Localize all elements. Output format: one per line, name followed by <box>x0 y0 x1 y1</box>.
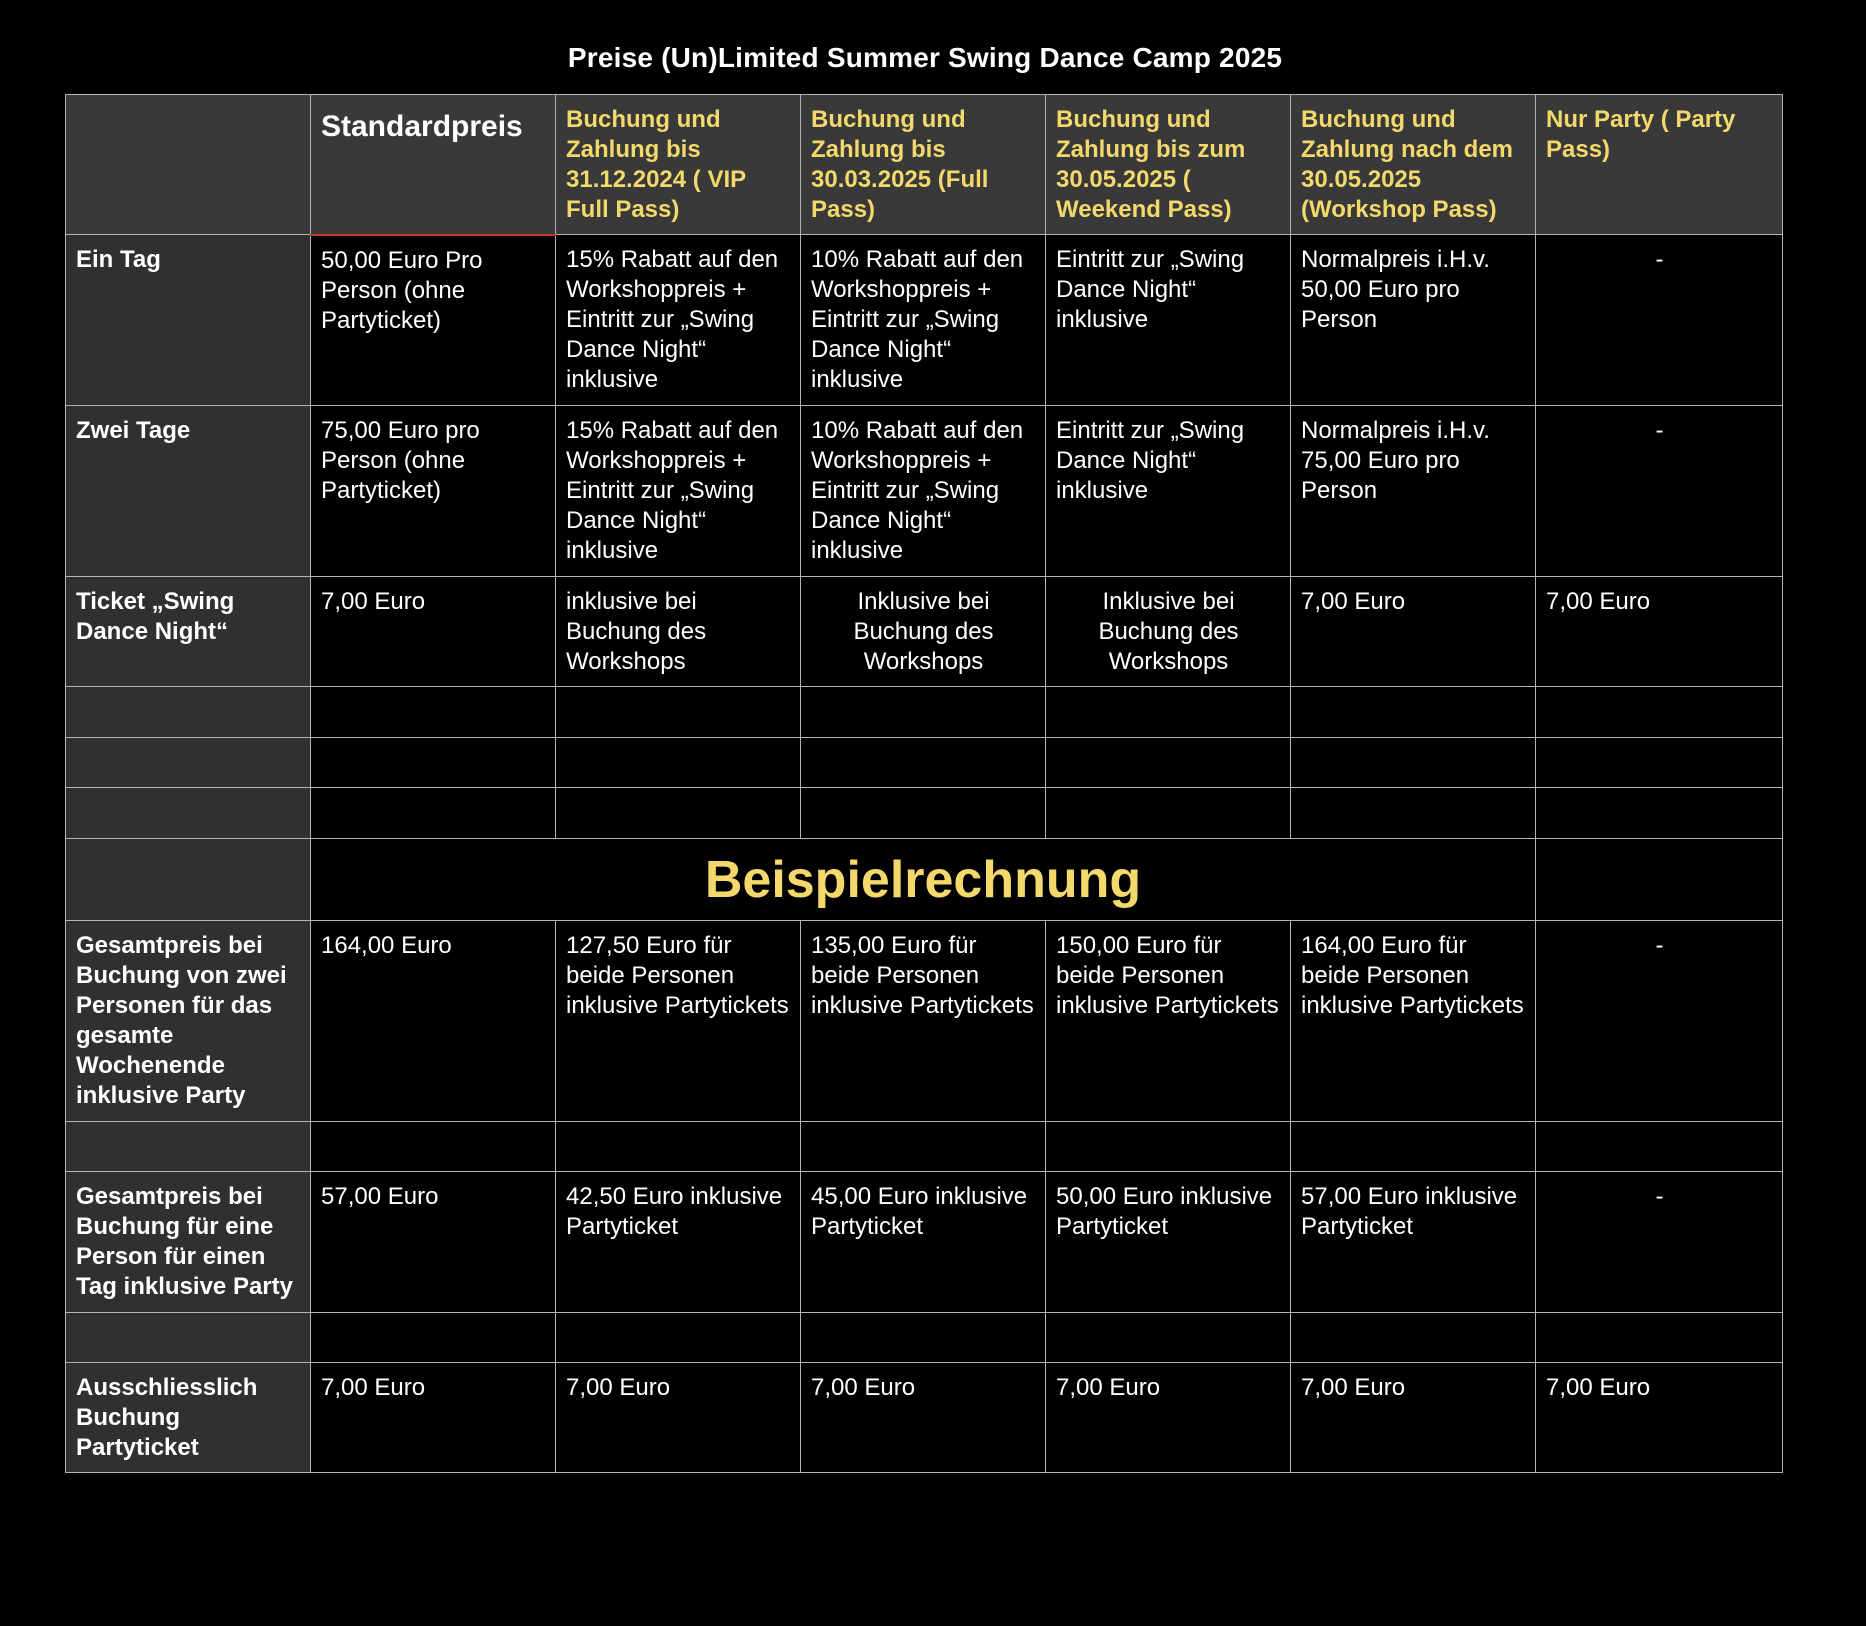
empty-cell <box>801 738 1046 788</box>
empty-cell <box>66 1313 311 1363</box>
price-table <box>65 94 1783 1473</box>
empty-cell <box>801 687 1046 738</box>
table-cell: 75,00 Euro pro Person (ohne Partyticket) <box>311 406 556 577</box>
empty-cell <box>311 687 556 738</box>
table-cell: 42,50 Euro inklusive Partyticket <box>556 1172 801 1313</box>
row-label: Gesamtpreis bei Buchung für eine Person für einen Tag inklusive Party <box>66 1172 311 1313</box>
empty-row <box>66 738 1783 788</box>
empty-cell <box>556 738 801 788</box>
table-cell: 7,00 Euro <box>801 1363 1046 1473</box>
header-cell-empty <box>66 95 311 235</box>
empty-cell <box>1291 788 1536 839</box>
empty-cell <box>1291 1122 1536 1172</box>
row-label: Zwei Tage <box>66 406 311 577</box>
empty-cell <box>556 687 801 738</box>
empty-row <box>66 1122 1783 1172</box>
table-cell: 7,00 Euro <box>1046 1363 1291 1473</box>
empty-cell <box>66 1122 311 1172</box>
table-row <box>66 1363 1783 1473</box>
table-cell: Eintritt zur „Swing Dance Night“ inklusive <box>1046 235 1291 406</box>
empty-cell <box>66 788 311 839</box>
row-label: Ticket „Swing Dance Night“ <box>66 577 311 687</box>
empty-cell <box>1046 788 1291 839</box>
empty-cell <box>311 1122 556 1172</box>
header-standardpreis: Standardpreis <box>311 95 556 235</box>
table-cell: 15% Rabatt auf den Workshoppreis + Eintritt zur „Swing Dance Night“ inklusive <box>556 235 801 406</box>
empty-cell <box>1046 1313 1291 1363</box>
table-cell: Inklusive bei Buchung des Workshops <box>1046 577 1291 687</box>
section-heading-beispielrechnung: Beispielrechnung <box>311 839 1536 921</box>
empty-cell <box>1046 1122 1291 1172</box>
table-cell: 127,50 Euro für beide Personen inklusive Partytickets <box>556 921 801 1122</box>
header-workshop-pass: Buchung und Zahlung nach dem 30.05.2025 (Workshop Pass) <box>1291 95 1536 235</box>
empty-cell <box>1536 687 1783 738</box>
table-cell: 150,00 Euro für beide Personen inklusive Partytickets <box>1046 921 1291 1122</box>
table-cell: - <box>1536 921 1783 1122</box>
table-row <box>66 921 1783 1122</box>
table-cell: 10% Rabatt auf den Workshoppreis + Eintritt zur „Swing Dance Night“ inklusive <box>801 406 1046 577</box>
empty-cell <box>801 1122 1046 1172</box>
empty-cell <box>1536 788 1783 839</box>
table-cell: - <box>1536 235 1783 406</box>
empty-cell <box>1536 738 1783 788</box>
empty-cell <box>66 839 311 921</box>
empty-cell <box>1536 1122 1783 1172</box>
empty-cell <box>801 788 1046 839</box>
header-full-pass: Buchung und Zahlung bis 30.03.2025 (Full Pass) <box>801 95 1046 235</box>
empty-cell <box>1291 1313 1536 1363</box>
table-cell: 164,00 Euro <box>311 921 556 1122</box>
table-cell: 7,00 Euro <box>1291 577 1536 687</box>
header-weekend-pass: Buchung und Zahlung bis zum 30.05.2025 ( Weekend Pass) <box>1046 95 1291 235</box>
empty-cell <box>66 687 311 738</box>
table-cell: - <box>1536 406 1783 577</box>
table-cell: inklusive bei Buchung des Workshops <box>556 577 801 687</box>
table-cell: Inklusive bei Buchung des Workshops <box>801 577 1046 687</box>
page-title: Preise (Un)Limited Summer Swing Dance Camp 2025 <box>567 42 1283 73</box>
empty-cell <box>1291 738 1536 788</box>
table-cell: 7,00 Euro <box>311 1363 556 1473</box>
table-cell: 7,00 Euro <box>311 577 556 687</box>
header-party-pass: Nur Party ( Party Pass) <box>1536 95 1783 235</box>
empty-cell <box>66 738 311 788</box>
empty-cell <box>556 788 801 839</box>
table-row <box>66 406 1783 577</box>
table-row <box>66 577 1783 687</box>
table-cell: Eintritt zur „Swing Dance Night“ inklusive <box>1046 406 1291 577</box>
table-cell: 57,00 Euro inklusive Partyticket <box>1291 1172 1536 1313</box>
table-cell: 57,00 Euro <box>311 1172 556 1313</box>
empty-cell <box>1536 1313 1783 1363</box>
table-cell: 7,00 Euro <box>1291 1363 1536 1473</box>
empty-cell <box>556 1122 801 1172</box>
empty-row <box>66 687 1783 738</box>
table-cell: 7,00 Euro <box>556 1363 801 1473</box>
section-row <box>66 839 1783 921</box>
table-cell: 15% Rabatt auf den Workshoppreis + Eintritt zur „Swing Dance Night“ inklusive <box>556 406 801 577</box>
empty-cell <box>311 788 556 839</box>
row-label: Gesamtpreis bei Buchung von zwei Personen für das gesamte Wochenende inklusive Party <box>66 921 311 1122</box>
table-cell: 7,00 Euro <box>1536 1363 1783 1473</box>
table-cell: 50,00 Euro Pro Person (ohne Partyticket) <box>311 235 556 406</box>
table-row <box>66 235 1783 406</box>
table-cell: 164,00 Euro für beide Personen inklusive Partytickets <box>1291 921 1536 1122</box>
table-cell: 7,00 Euro <box>1536 577 1783 687</box>
empty-cell <box>311 738 556 788</box>
empty-cell <box>1046 738 1291 788</box>
table-cell: 135,00 Euro für beide Personen inklusive Partytickets <box>801 921 1046 1122</box>
table-row <box>66 1172 1783 1313</box>
header-row <box>66 95 1783 235</box>
empty-row <box>66 1313 1783 1363</box>
empty-cell <box>1046 687 1291 738</box>
table-cell: 10% Rabatt auf den Workshoppreis + Eintritt zur „Swing Dance Night“ inklusive <box>801 235 1046 406</box>
empty-cell <box>556 1313 801 1363</box>
empty-row <box>66 788 1783 839</box>
row-label: Ausschliesslich Buchung Partyticket <box>66 1363 311 1473</box>
table-cell: 45,00 Euro inklusive Partyticket <box>801 1172 1046 1313</box>
header-vip-full-pass: Buchung und Zahlung bis 31.12.2024 ( VIP Full Pass) <box>556 95 801 235</box>
empty-cell <box>801 1313 1046 1363</box>
empty-cell <box>311 1313 556 1363</box>
table-cell: Normalpreis i.H.v. 50,00 Euro pro Person <box>1291 235 1536 406</box>
empty-cell <box>1536 839 1783 921</box>
empty-cell <box>1291 687 1536 738</box>
table-cell: 50,00 Euro inklusive Partyticket <box>1046 1172 1291 1313</box>
table-cell: - <box>1536 1172 1783 1313</box>
row-label: Ein Tag <box>66 235 311 406</box>
table-cell: Normalpreis i.H.v. 75,00 Euro pro Person <box>1291 406 1536 577</box>
